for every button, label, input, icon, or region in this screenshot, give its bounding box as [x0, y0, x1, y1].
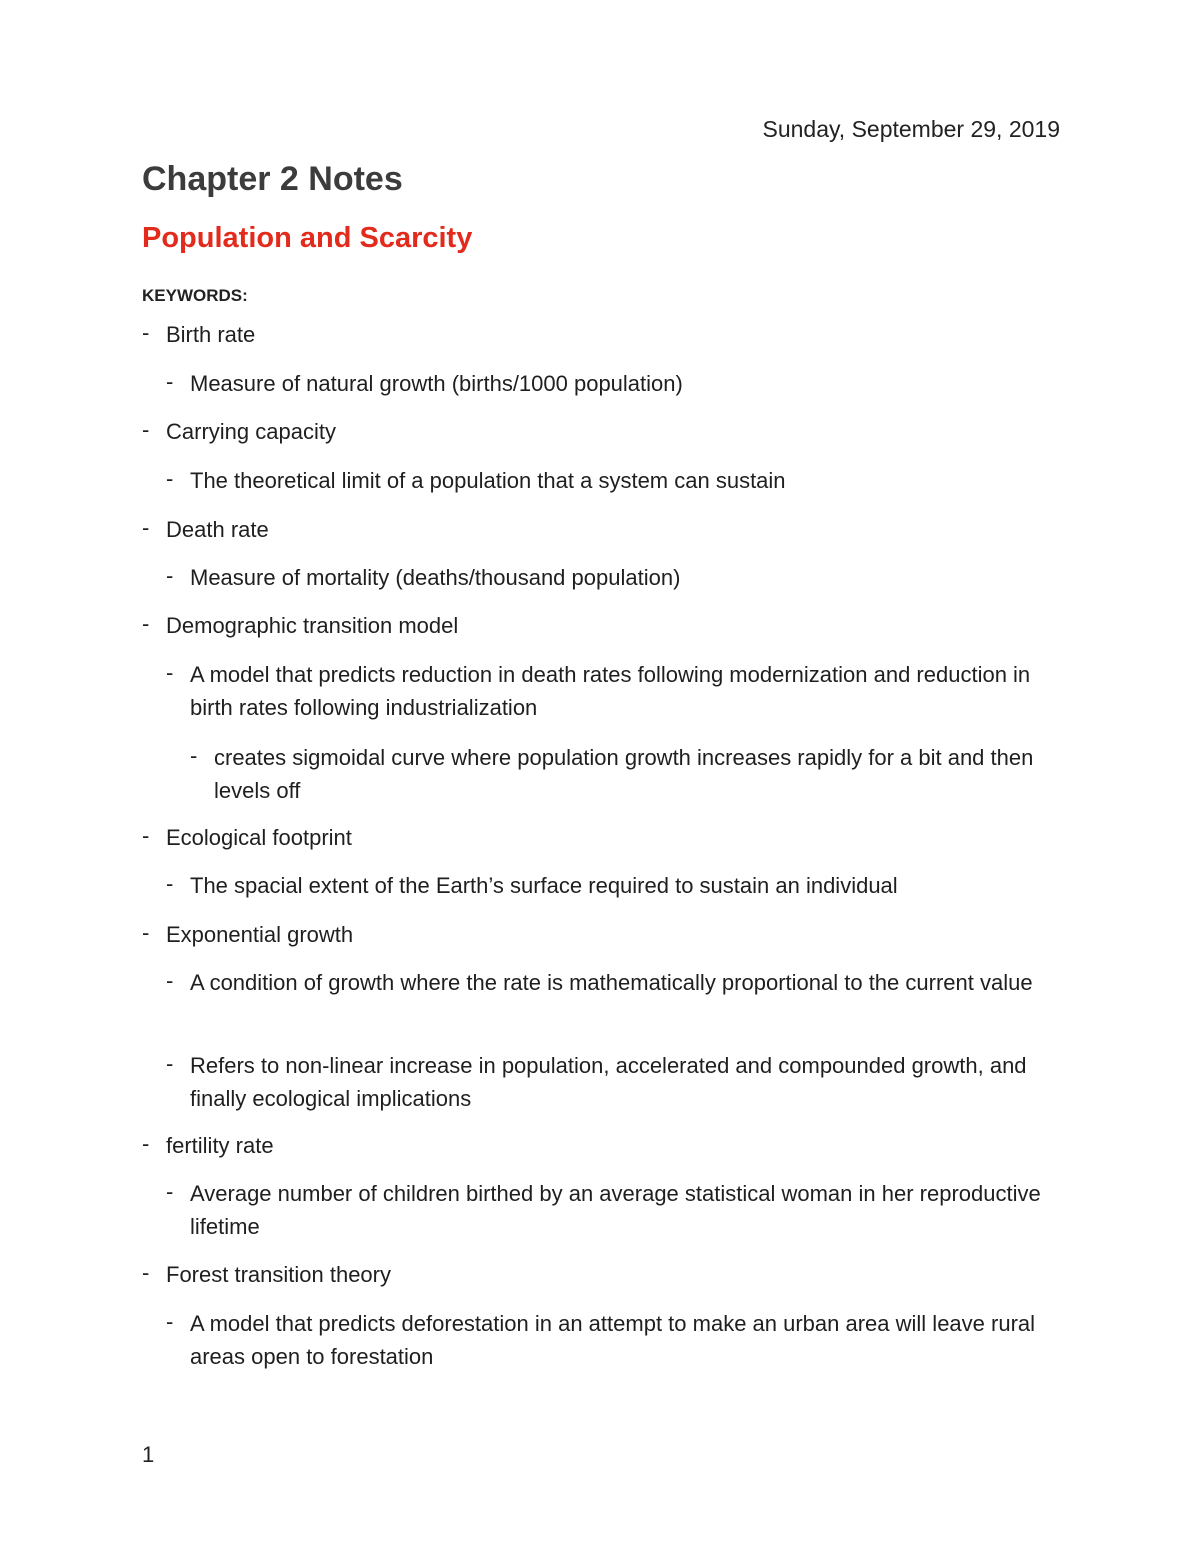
page-number: 1 — [142, 1442, 155, 1467]
list-item — [142, 415, 1046, 448]
bullet-dash: - — [142, 1131, 150, 1156]
list-item — [142, 918, 1046, 951]
list-item-text: Measure of mortality (deaths/thousand population) — [190, 565, 681, 590]
list-item — [142, 609, 1046, 642]
list-item-text: The theoretical limit of a population that a system can sustain — [190, 468, 786, 493]
list-item — [166, 1049, 1055, 1115]
bullet-dash: - — [142, 920, 150, 945]
list-item-text: Refers to non-linear increase in population, accelerated and compounded growth, and finally ecological implications — [190, 1053, 1027, 1111]
section-heading: Population and Scarcity — [142, 222, 473, 254]
bullet-dash: - — [142, 417, 150, 442]
list-item — [166, 658, 1055, 724]
bullet-dash: - — [142, 515, 150, 540]
list-item-text: Carrying capacity — [166, 419, 336, 444]
bullet-dash: - — [166, 1051, 174, 1076]
bullet-dash: - — [166, 660, 174, 685]
bullet-dash: - — [142, 823, 150, 848]
list-item-text: Ecological footprint — [166, 825, 352, 850]
list-item-text: fertility rate — [166, 1133, 274, 1158]
list-item-text: Exponential growth — [166, 922, 354, 947]
list-item — [166, 367, 1055, 400]
list-item-text: creates sigmoidal curve where population growth increases rapidly for a bit and then levels off — [214, 745, 1034, 803]
list-item-text: The spacial extent of the Earth’s surface required to sustain an individual — [190, 873, 898, 898]
list-item-text: A condition of growth where the rate is mathematically proportional to the current value — [190, 970, 1033, 995]
list-item-text: Demographic transition model — [166, 613, 459, 638]
bullet-dash: - — [166, 1179, 174, 1204]
list-item-text: A model that predicts deforestation in an attempt to make an urban area will leave rural areas open to forestation — [190, 1311, 1036, 1369]
list-item-text: Measure of natural growth (births/1000 population) — [190, 371, 683, 396]
bullet-dash: - — [142, 1260, 150, 1285]
bullet-dash: - — [142, 611, 150, 636]
bullet-dash: - — [166, 1309, 174, 1334]
list-item-text: Birth rate — [166, 322, 256, 347]
bullet-dash: - — [166, 968, 174, 993]
list-item — [166, 464, 1055, 497]
bullet-dash: - — [166, 563, 174, 588]
bullet-dash: - — [166, 871, 174, 896]
list-item — [166, 1307, 1055, 1373]
list-item-text: Average number of children birthed by an average statistical woman in her reproductive lifetime — [190, 1181, 1041, 1239]
page-title: Chapter 2 Notes — [142, 160, 403, 198]
list-item — [166, 869, 1055, 902]
list-item — [190, 741, 1054, 807]
list-item-text: Death rate — [166, 517, 269, 542]
document-date: Sunday, September 29, 2019 — [762, 116, 1060, 142]
keywords-label: KEYWORDS: — [142, 286, 248, 305]
bullet-dash: - — [166, 466, 174, 491]
list-item — [142, 513, 1046, 546]
list-item-text: Forest transition theory — [166, 1262, 391, 1287]
list-item-text: A model that predicts reduction in death rates following modernization and reduction in birth rates following industrialization — [190, 662, 1031, 720]
list-item — [142, 821, 1046, 854]
bullet-dash: - — [166, 369, 174, 394]
list-item — [142, 1129, 1046, 1162]
list-item — [166, 1177, 1055, 1243]
list-item — [166, 561, 1055, 594]
bullet-dash: - — [142, 320, 150, 345]
list-item — [166, 966, 1055, 999]
bullet-dash: - — [190, 743, 198, 768]
list-item — [142, 318, 1046, 351]
list-item — [142, 1258, 1046, 1291]
